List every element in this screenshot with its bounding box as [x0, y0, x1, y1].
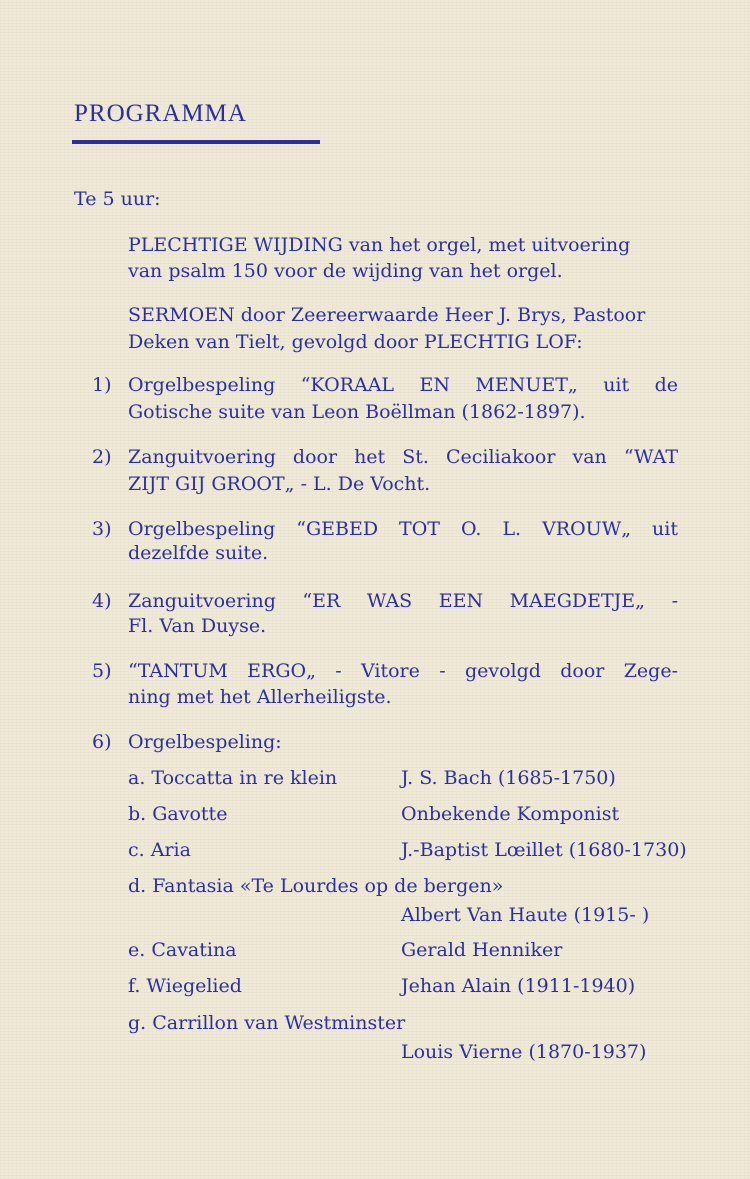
- piece-composer: J. S. Bach (1685-1750): [401, 767, 616, 789]
- item-text: ZIJT GIJ GROOT„ - L. De Vocht.: [128, 473, 431, 495]
- item-text: ning met het Allerheiligste.: [128, 686, 392, 708]
- piece-title: g. Carrillon van Westminster: [128, 1012, 406, 1034]
- item-text: dezelfde suite.: [128, 542, 269, 564]
- page-title: PROGRAMMA: [74, 100, 247, 127]
- item-number: 2): [92, 446, 112, 468]
- piece-title: b. Gavotte: [128, 803, 228, 825]
- item-text: Gotische suite van Leon Boëllman (1862-1897).: [128, 401, 586, 423]
- piece-title: c. Aria: [128, 839, 191, 861]
- item-text: Fl. Van Duyse.: [128, 615, 267, 637]
- opening-line: PLECHTIGE WIJDING van het orgel, met uitvoering: [128, 234, 631, 256]
- piece-composer: Louis Vierne (1870-1937): [401, 1041, 647, 1063]
- item-text: Orgelbespeling:: [128, 731, 282, 753]
- piece-composer: J.-Baptist Lœillet (1680-1730): [401, 839, 687, 861]
- sermon-line: Deken van Tielt, gevolgd door PLECHTIG LOF:: [128, 331, 583, 353]
- piece-title: e. Cavatina: [128, 939, 237, 961]
- opening-line: van psalm 150 voor de wijding van het orgel.: [128, 260, 563, 282]
- item-number: 6): [92, 731, 112, 753]
- piece-composer: Onbekende Komponist: [401, 803, 620, 825]
- time-intro: Te 5 uur:: [74, 188, 161, 210]
- item-text: Zanguitvoering “ER WAS EEN MAEGDETJE„ -: [128, 590, 678, 612]
- item-number: 5): [92, 660, 112, 682]
- item-text: “TANTUM ERGO„ - Vitore - gevolgd door Zege-: [128, 660, 678, 682]
- piece-composer: Gerald Henniker: [401, 939, 563, 961]
- title-underline: [72, 140, 320, 144]
- piece-title: f. Wiegelied: [128, 975, 242, 997]
- item-number: 1): [92, 374, 112, 396]
- sermon-line: SERMOEN door Zeereerwaarde Heer J. Brys, Pastoor: [128, 304, 646, 326]
- item-number: 3): [92, 518, 112, 540]
- piece-composer: Jehan Alain (1911-1940): [401, 975, 636, 997]
- item-text: Orgelbespeling “GEBED TOT O. L. VROUW„ uit: [128, 518, 678, 540]
- item-text: Orgelbespeling “KORAAL EN MENUET„ uit de: [128, 374, 678, 396]
- item-number: 4): [92, 590, 112, 612]
- piece-title: a. Toccatta in re klein: [128, 767, 338, 789]
- piece-title: d. Fantasia «Te Lourdes op de bergen»: [128, 875, 504, 897]
- piece-composer: Albert Van Haute (1915- ): [401, 904, 650, 926]
- item-text: Zanguitvoering door het St. Ceciliakoor van “WAT: [128, 446, 678, 468]
